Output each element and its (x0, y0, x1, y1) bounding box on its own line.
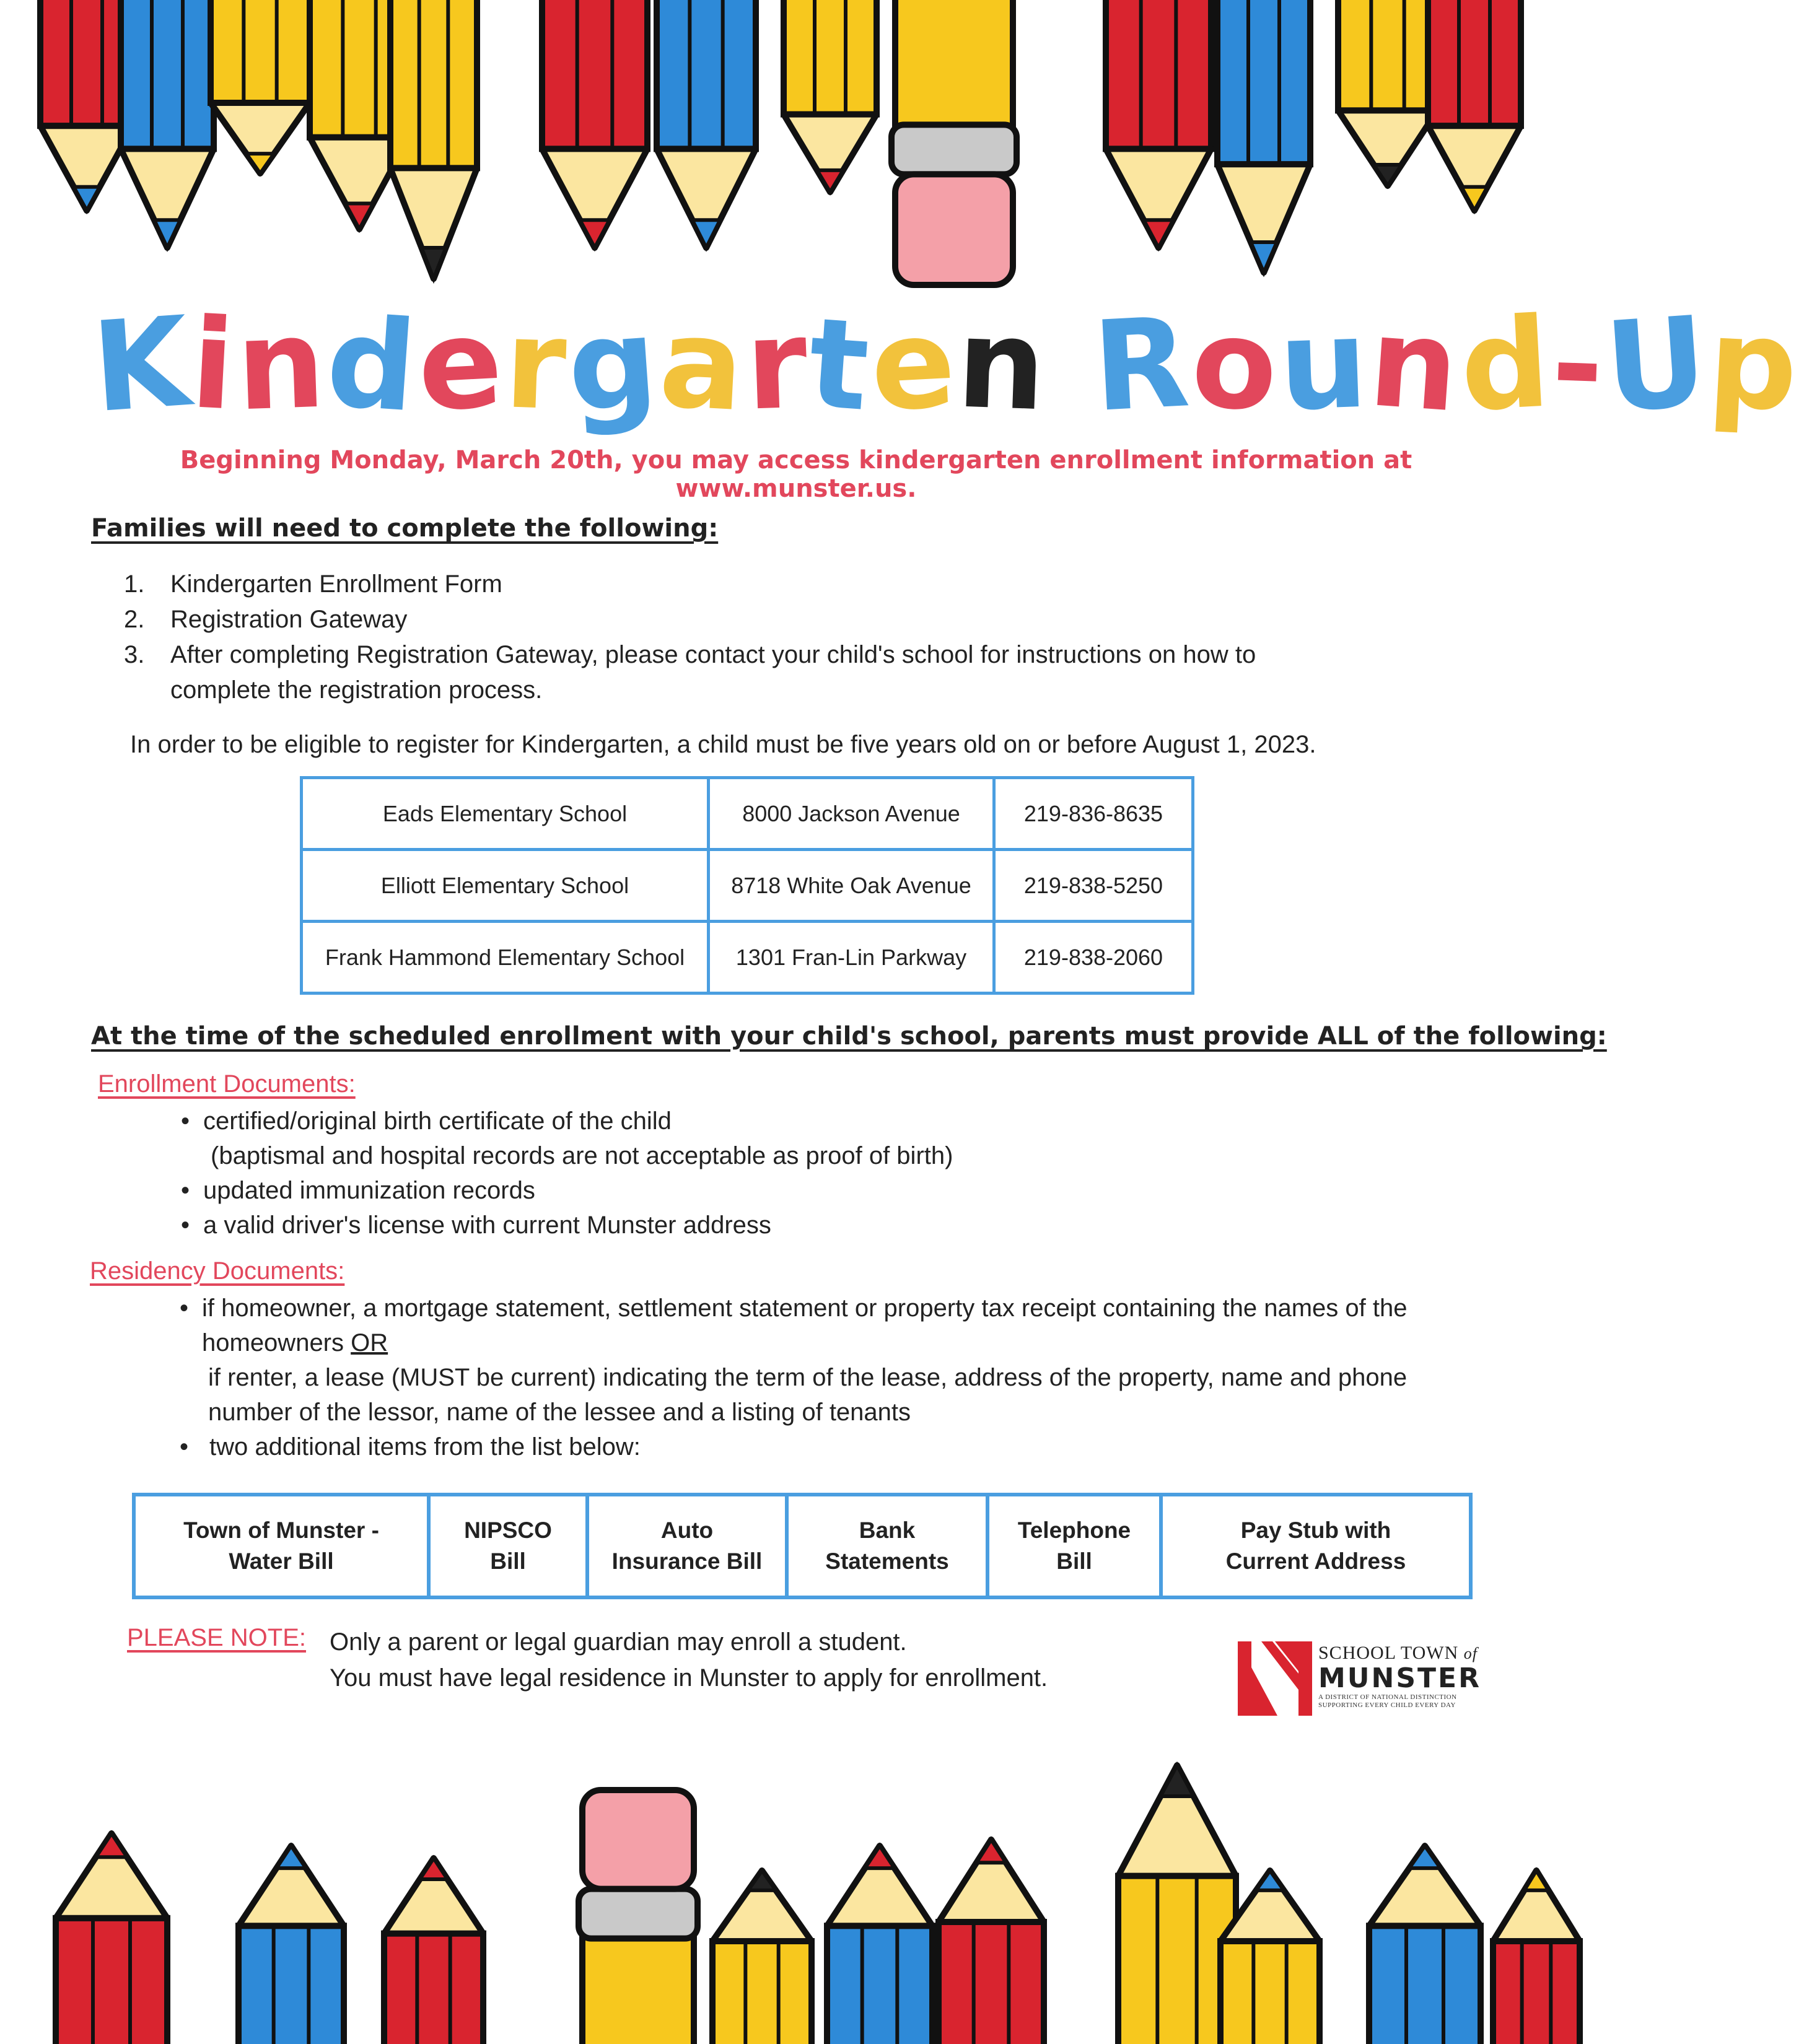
pencil-eraser-icon (891, 0, 1017, 285)
please-note-label: PLEASE NOTE: (127, 1624, 306, 1651)
pencil-icon (784, 0, 877, 192)
school-name: Elliott Elementary School (302, 850, 709, 922)
pencil-icon (239, 1846, 344, 2044)
table-row (302, 922, 1193, 994)
title-letter: u (1276, 291, 1373, 439)
schools-table (300, 776, 1194, 995)
additional-items-table (132, 1493, 1473, 1599)
list-item: • if homeowner, a mortgage statement, settlement statement or property tax receipt containing the names of the homeowners OR if renter, a lease (MUST be current) indicating the term of the lease, address of the property, name and phone number of the lessor, name of the lessee and a listing of tenants (180, 1291, 1450, 1430)
subtitle: Beginning Monday, March 20th, you may access kindergarten enrollment information at www.munster.us. (180, 446, 1412, 503)
list-item: 2. Registration Gateway (124, 606, 408, 633)
pencil-icon (384, 1858, 483, 2044)
school-name: Frank Hammond Elementary School (302, 922, 709, 994)
item-cell: Auto Insurance Bill (587, 1495, 787, 1597)
title-letter: r (743, 292, 812, 439)
pencil-icon (1428, 0, 1521, 211)
title-letter: n (234, 291, 330, 439)
title-letter: n (1365, 290, 1466, 440)
title-letter (1048, 291, 1094, 440)
title-letter: n (955, 291, 1051, 439)
school-address: 1301 Fran-Lin Parkway (709, 922, 994, 994)
list-item: 3. After completing Registration Gateway, please contact your child's school for instructions on how to complete the registration process. (124, 641, 1256, 704)
title-letter: - (1549, 292, 1608, 439)
school-phone: 219-838-5250 (994, 850, 1193, 922)
pencil-icon (827, 1846, 932, 2044)
families-heading: Families will need to complete the following: (91, 514, 719, 543)
title-letter: d (322, 290, 424, 440)
enrollment-docs-list (181, 1104, 1358, 1243)
title-letter: o (1188, 290, 1283, 440)
item-cell: Pay Stub with Current Address (1161, 1495, 1471, 1597)
page-title (88, 289, 1804, 441)
title-letter: r (502, 292, 571, 439)
pencil-icon (1369, 1846, 1481, 2044)
school-phone: 219-838-2060 (994, 922, 1193, 994)
munster-logo-mark (1238, 1641, 1312, 1716)
note-text: Only a parent or legal guardian may enroll a student. You must have legal residence in Munster to apply for enrollment. (330, 1628, 1048, 1692)
list-item: 1. Kindergarten Enrollment Form (124, 570, 502, 598)
table-row (134, 1495, 1471, 1597)
title-letter: K (88, 289, 196, 441)
enrollment-docs-label: Enrollment Documents: (98, 1070, 356, 1098)
pencil-icon (1106, 0, 1211, 248)
list-item: • two additional items from the list below: (180, 1430, 1450, 1464)
eligibility-text: In order to be eligible to register for Kindergarten, a child must be five years old on or before August 1, 2023. (130, 731, 1316, 758)
title-letter: R (1090, 290, 1196, 440)
pencil-icon (1217, 0, 1310, 273)
list-item: • a valid driver's license with current Munster address (181, 1208, 1358, 1243)
item-cell: Bank Statements (787, 1495, 987, 1597)
title-letter: g (563, 290, 665, 440)
school-address: 8718 White Oak Avenue (709, 850, 994, 922)
pencil-icon (542, 0, 647, 248)
title-letter: e (414, 290, 509, 440)
title-letter: U (1600, 289, 1714, 441)
pencil-eraser-icon (579, 1790, 698, 2044)
title-letter: e (867, 290, 961, 440)
pencil-icon (939, 1840, 1044, 2044)
title-letter: d (1456, 290, 1556, 440)
pencil-icon (1338, 0, 1437, 186)
pencil-icon (211, 0, 310, 173)
item-cell: Town of Munster - Water Bill (134, 1495, 429, 1597)
title-letter: a (655, 290, 750, 440)
or-word: OR (351, 1329, 388, 1356)
school-phone: 219-836-8635 (994, 778, 1193, 850)
pencil-icon (390, 0, 477, 279)
pencil-border-top (0, 0, 1580, 310)
residency-docs-label: Residency Documents: (90, 1257, 345, 1285)
list-item: • updated immunization records (181, 1173, 1358, 1208)
table-row (302, 778, 1193, 850)
school-name: Eads Elementary School (302, 778, 709, 850)
pencil-icon (121, 0, 214, 248)
list-item: • certified/original birth certificate of the child (baptismal and hospital records are not acceptable as proof of birth) (181, 1104, 1358, 1173)
pencil-icon (1493, 1871, 1580, 2044)
pencil-border-bottom (0, 1734, 1580, 2044)
title-letter: i (187, 292, 240, 439)
provide-heading: At the time of the scheduled enrollment with your child's school, parents must provide ALL of the following: (91, 1022, 1607, 1050)
pencil-icon (56, 1833, 167, 2044)
residency-docs-list (180, 1291, 1450, 1464)
title-letter: t (804, 290, 876, 440)
item-cell: Telephone Bill (987, 1495, 1161, 1597)
steps-list (124, 567, 1363, 708)
pencil-icon (657, 0, 756, 248)
munster-logo: SCHOOL TOWN of MUNSTER A DISTRICT OF NATIONAL DISTINCTION SUPPORTING EVERY CHILD EVERY DAY (1238, 1641, 1486, 1722)
school-address: 8000 Jackson Avenue (709, 778, 994, 850)
title-letter: p (1705, 290, 1804, 440)
item-cell: NIPSCO Bill (429, 1495, 587, 1597)
pencil-icon (712, 1871, 812, 2044)
table-row (302, 850, 1193, 922)
